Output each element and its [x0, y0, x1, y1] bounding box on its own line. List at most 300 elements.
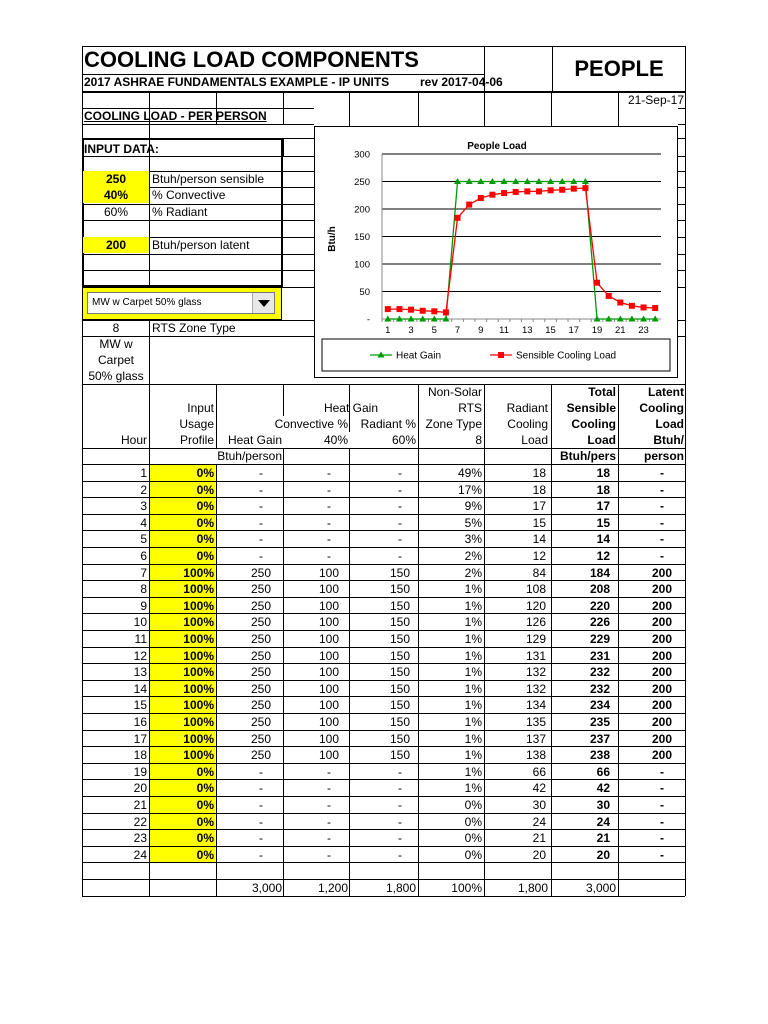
- table-cell-latent: 200: [651, 648, 673, 663]
- table-cell-total: 184: [589, 565, 610, 580]
- table-cell-radload: 18: [532, 466, 546, 480]
- table-cell-profile: 0%: [196, 499, 214, 514]
- cooling-load-point: [524, 188, 530, 194]
- table-cell-rad: 150: [389, 615, 411, 630]
- table-cell-total: 18: [596, 466, 610, 480]
- sensible-input-value: 250: [105, 172, 127, 186]
- col-header: Latent: [648, 385, 684, 399]
- table-cell-rts: 17%: [457, 482, 482, 497]
- revision-label: rev 2017-04-06: [420, 75, 503, 89]
- table-cell-profile: 100%: [183, 715, 214, 729]
- table-cell-latent: 200: [651, 565, 673, 580]
- total-heat-gain: 3,000: [251, 881, 282, 895]
- table-cell-rts: 49%: [457, 466, 482, 480]
- table-cell-hour: 16: [133, 715, 147, 729]
- latent-input-value: 200: [105, 238, 127, 252]
- col-header: Heat Gain: [227, 433, 282, 447]
- cooling-load-point: [571, 186, 577, 192]
- table-cell-rad: -: [398, 847, 402, 862]
- table-cell-profile: 0%: [196, 847, 214, 862]
- table-cell-rad: 150: [389, 748, 411, 763]
- table-cell-hg: -: [259, 781, 263, 796]
- table-cell-conv: 100: [318, 582, 340, 597]
- table-cell-rad: 150: [389, 565, 411, 580]
- table-cell-latent: 200: [651, 748, 673, 763]
- table-cell-radload: 132: [525, 665, 546, 680]
- table-cell-hg: 250: [250, 715, 272, 729]
- y-tick-label: 250: [354, 177, 370, 188]
- table-cell-conv: 100: [318, 665, 340, 680]
- table-cell-hg: 250: [250, 748, 272, 763]
- cooling-load-point: [443, 309, 449, 315]
- table-cell-profile: 100%: [183, 565, 214, 580]
- table-cell-latent: -: [660, 781, 664, 796]
- table-cell-rts: 2%: [464, 549, 482, 563]
- table-cell-conv: -: [327, 814, 331, 829]
- table-cell-hg: 250: [250, 565, 272, 580]
- cooling-load-point: [431, 308, 437, 314]
- table-cell-radload: 84: [532, 565, 546, 580]
- table-cell-conv: -: [327, 847, 331, 862]
- table-cell-latent: -: [660, 847, 664, 862]
- table-cell-hour: 6: [140, 549, 147, 563]
- table-cell-rad: 150: [389, 715, 411, 729]
- table-cell-radload: 120: [525, 598, 546, 613]
- col-header: Sensible: [566, 401, 616, 415]
- table-cell-conv: 100: [318, 748, 340, 763]
- cooling-load-point: [396, 306, 402, 312]
- y-tick-label: 100: [354, 259, 370, 271]
- cooling-load-point: [652, 305, 658, 311]
- col-header: Radiant %: [360, 417, 416, 431]
- table-cell-hg: -: [259, 814, 263, 829]
- table-cell-hg: -: [259, 482, 263, 497]
- table-cell-radload: 30: [532, 798, 546, 812]
- table-cell-latent: 200: [651, 582, 673, 597]
- table-cell-rts: 9%: [464, 499, 482, 514]
- table-cell-profile: 100%: [183, 632, 214, 646]
- table-cell-hour: 22: [133, 814, 147, 829]
- chart-title: People Load: [467, 141, 527, 152]
- table-cell-rad: 150: [389, 731, 411, 746]
- total-sensible-load: 3,000: [585, 881, 616, 895]
- table-cell-rts: 1%: [464, 582, 482, 597]
- table-cell-hg: 250: [250, 598, 272, 613]
- table-cell-latent: -: [660, 549, 664, 563]
- table-cell-radload: 17: [532, 499, 546, 514]
- zone-label: RTS Zone Type: [152, 321, 236, 335]
- x-tick-label: 15: [545, 325, 556, 336]
- table-cell-profile: 0%: [196, 781, 214, 796]
- table-cell-hg: -: [259, 466, 263, 480]
- table-cell-conv: -: [327, 532, 331, 547]
- table-cell-latent: -: [660, 482, 664, 497]
- table-cell-latent: -: [660, 814, 664, 829]
- table-cell-hour: 15: [133, 698, 147, 713]
- table-cell-total: 231: [589, 648, 610, 663]
- table-cell-latent: -: [660, 764, 664, 779]
- table-cell-total: 42: [596, 781, 610, 796]
- table-cell-latent: -: [660, 499, 664, 514]
- table-cell-total: 15: [596, 515, 610, 530]
- legend-marker: [498, 352, 504, 358]
- cooling-load-point: [629, 303, 635, 309]
- radiant-value: 60%: [103, 205, 129, 219]
- table-cell-radload: 12: [532, 549, 546, 563]
- cooling-load-point: [408, 307, 414, 313]
- latent-input-label: Btuh/person latent: [152, 238, 250, 252]
- table-cell-profile: 100%: [183, 698, 214, 713]
- y-axis-label: Btu/h: [327, 226, 338, 252]
- table-cell-hg: -: [259, 549, 263, 563]
- table-cell-rts: 0%: [464, 814, 482, 829]
- cooling-load-point: [536, 188, 542, 194]
- table-cell-rts: 2%: [464, 565, 482, 580]
- convective-input-label: % Convective: [152, 188, 226, 202]
- sensible-input-label: Btuh/person sensible: [152, 172, 265, 186]
- table-cell-rad: 150: [389, 598, 411, 613]
- cooling-load-point: [385, 306, 391, 312]
- table-cell-latent: 200: [651, 665, 673, 680]
- table-cell-conv: -: [327, 499, 331, 514]
- table-cell-rad: -: [398, 764, 402, 779]
- table-cell-conv: 100: [318, 565, 340, 580]
- table-cell-hour: 9: [140, 598, 147, 613]
- table-cell-radload: 14: [532, 532, 546, 547]
- table-cell-profile: 100%: [183, 598, 214, 613]
- col-header: Convective %: [274, 417, 348, 431]
- x-tick-label: 9: [478, 325, 484, 336]
- table-cell-total: 20: [596, 847, 610, 862]
- y-tick-label: 300: [354, 149, 370, 161]
- cooling-load-point: [489, 192, 495, 198]
- table-cell-radload: 20: [532, 847, 546, 862]
- table-cell-radload: 42: [532, 781, 546, 796]
- zone-type-dropdown-value: MW w Carpet 50% glass: [92, 297, 202, 308]
- table-cell-hour: 24: [133, 847, 147, 862]
- col-header: Load: [655, 417, 684, 431]
- table-cell-profile: 0%: [196, 515, 214, 530]
- col-header: 8: [475, 433, 482, 447]
- table-cell-hg: 250: [250, 582, 272, 597]
- table-cell-profile: 0%: [196, 482, 214, 497]
- table-cell-profile: 100%: [183, 582, 214, 597]
- grid-line: [82, 896, 685, 897]
- radiant-label: % Radiant: [152, 205, 208, 219]
- x-tick-label: 21: [615, 325, 626, 336]
- table-cell-conv: 100: [318, 615, 340, 630]
- col-header: Non-Solar: [427, 385, 482, 399]
- col-header: Radiant: [506, 401, 548, 415]
- table-cell-conv: 100: [318, 731, 340, 746]
- cooling-load-point: [455, 215, 461, 221]
- table-cell-conv: -: [327, 466, 331, 480]
- col-header: Cooling: [639, 401, 684, 415]
- table-cell-profile: 0%: [196, 831, 214, 846]
- table-cell-total: 66: [596, 764, 610, 779]
- table-cell-conv: -: [327, 549, 331, 563]
- table-cell-hour: 3: [140, 499, 147, 514]
- chevron-down-icon: [258, 300, 270, 307]
- table-cell-rts: 0%: [464, 831, 482, 846]
- x-tick-label: 17: [568, 325, 580, 336]
- table-cell-hour: 23: [133, 831, 147, 846]
- table-cell-latent: 200: [651, 615, 673, 630]
- col-header: Cooling: [507, 417, 548, 431]
- table-cell-profile: 0%: [196, 764, 214, 779]
- table-cell-profile: 0%: [196, 532, 214, 547]
- y-tick-label: 50: [359, 287, 370, 298]
- table-cell-profile: 100%: [183, 681, 214, 696]
- table-cell-rts: 1%: [464, 748, 482, 763]
- cooling-load-point: [617, 300, 623, 306]
- table-cell-rad: -: [398, 482, 402, 497]
- table-cell-hour: 12: [133, 648, 147, 663]
- table-cell-rts: 1%: [464, 764, 482, 779]
- table-cell-total: 232: [589, 665, 610, 680]
- table-cell-rts: 5%: [464, 515, 482, 530]
- table-cell-conv: -: [327, 798, 331, 812]
- table-cell-rts: 1%: [464, 615, 482, 630]
- table-cell-total: 234: [589, 698, 610, 713]
- table-cell-rad: 150: [389, 665, 411, 680]
- table-cell-radload: 137: [525, 731, 546, 746]
- grid-line: [149, 320, 150, 384]
- zone-description-line: Carpet: [97, 353, 135, 367]
- input-data-label: INPUT DATA:: [84, 142, 159, 156]
- table-cell-hg: -: [259, 798, 263, 812]
- total-rts: 100%: [451, 881, 482, 895]
- cooling-load-point: [501, 190, 507, 196]
- table-cell-profile: 100%: [183, 748, 214, 763]
- chart-svg: [315, 127, 677, 377]
- table-cell-rad: 150: [389, 582, 411, 597]
- table-cell-hour: 8: [140, 582, 147, 597]
- table-cell-conv: 100: [318, 598, 340, 613]
- table-cell-hg: 250: [250, 632, 272, 646]
- table-cell-conv: -: [327, 831, 331, 846]
- table-cell-hour: 14: [133, 681, 147, 696]
- table-cell-rad: -: [398, 798, 402, 812]
- col-header: Cooling: [571, 417, 616, 431]
- grid-line: [484, 92, 485, 126]
- table-cell-hour: 1: [140, 466, 147, 480]
- table-cell-profile: 0%: [196, 798, 214, 812]
- table-cell-total: 208: [589, 582, 610, 597]
- series-line-cooling-load: [388, 188, 655, 312]
- legend-label: Heat Gain: [396, 350, 442, 362]
- table-cell-rts: 1%: [464, 681, 482, 696]
- table-cell-rad: -: [398, 532, 402, 547]
- x-tick-label: 13: [522, 325, 533, 336]
- table-cell-rts: 0%: [464, 847, 482, 862]
- table-cell-rad: -: [398, 549, 402, 563]
- grid-line: [349, 92, 350, 126]
- x-tick-label: 3: [408, 325, 414, 336]
- cooling-load-point: [466, 202, 472, 208]
- table-cell-hg: 250: [250, 615, 272, 630]
- x-tick-label: 5: [431, 325, 437, 336]
- cooling-load-point: [478, 195, 484, 201]
- table-cell-total: 238: [589, 748, 610, 763]
- table-cell-profile: 100%: [183, 665, 214, 680]
- col-header: Btuh/person: [217, 449, 282, 463]
- col-header: Load: [587, 433, 616, 447]
- table-cell-total: 24: [596, 814, 610, 829]
- table-cell-rts: 3%: [464, 532, 482, 547]
- table-cell-hg: -: [259, 764, 263, 779]
- table-cell-rts: 1%: [464, 698, 482, 713]
- grid-line: [418, 92, 419, 126]
- col-header: Btuh/: [653, 433, 684, 447]
- table-cell-radload: 18: [532, 482, 546, 497]
- x-tick-label: 23: [638, 325, 649, 336]
- table-cell-rts: 1%: [464, 632, 482, 646]
- col-header: Heat Gain: [323, 401, 378, 415]
- chart-legend: [322, 339, 670, 371]
- x-tick-label: 7: [454, 325, 461, 336]
- table-cell-total: 17: [596, 499, 610, 514]
- table-cell-total: 21: [596, 831, 610, 846]
- table-cell-radload: 15: [532, 515, 546, 530]
- section-title: PEOPLE: [574, 56, 664, 81]
- table-cell-hour: 20: [133, 781, 147, 796]
- table-cell-conv: -: [327, 482, 331, 497]
- table-cell-profile: 0%: [196, 814, 214, 829]
- table-cell-radload: 126: [525, 615, 546, 630]
- table-cell-hg: -: [259, 515, 263, 530]
- table-cell-profile: 100%: [183, 615, 214, 630]
- table-cell-rad: -: [398, 499, 402, 514]
- table-cell-latent: 200: [651, 681, 673, 696]
- table-cell-hour: 4: [140, 515, 147, 530]
- table-cell-total: 14: [596, 532, 610, 547]
- table-cell-conv: -: [327, 781, 331, 796]
- cooling-load-point: [559, 187, 565, 193]
- total-radiant-load: 1,800: [517, 881, 548, 895]
- table-cell-conv: 100: [318, 632, 340, 646]
- table-cell-latent: 200: [651, 598, 673, 613]
- table-cell-total: 30: [596, 798, 610, 812]
- cooling-load-point: [641, 304, 647, 310]
- table-cell-latent: -: [660, 466, 664, 480]
- date-cell: 21-Sep-17: [627, 93, 684, 107]
- zone-type-dropdown[interactable]: [87, 292, 275, 314]
- table-cell-radload: 134: [525, 698, 546, 713]
- table-cell-total: 12: [596, 549, 610, 563]
- table-cell-hour: 10: [133, 615, 147, 630]
- table-cell-latent: 200: [651, 698, 673, 713]
- grid-line: [82, 124, 314, 125]
- cooling-load-point: [548, 187, 554, 193]
- grid-line: [283, 138, 284, 156]
- table-cell-radload: 21: [532, 831, 546, 846]
- table-cell-hg: 250: [250, 731, 272, 746]
- table-cell-radload: 108: [525, 582, 546, 597]
- grid-line: [685, 92, 686, 384]
- col-header: person: [643, 449, 684, 463]
- table-cell-total: 235: [589, 715, 610, 729]
- table-cell-hg: 250: [250, 665, 272, 680]
- table-cell-rad: -: [398, 466, 402, 480]
- table-cell-latent: 200: [651, 715, 673, 729]
- people-load-chart: [314, 126, 678, 378]
- table-cell-hour: 21: [133, 798, 147, 812]
- table-cell-latent: -: [660, 515, 664, 530]
- page-subtitle: 2017 ASHRAE FUNDAMENTALS EXAMPLE - IP UNITS: [84, 75, 390, 89]
- table-cell-hg: -: [259, 847, 263, 862]
- table-cell-rts: 1%: [464, 731, 482, 746]
- table-cell-total: 229: [589, 632, 610, 646]
- col-header: Usage: [179, 417, 214, 431]
- table-cell-hg: 250: [250, 648, 272, 663]
- x-tick-label: 19: [591, 325, 603, 336]
- col-header: Btuh/pers: [559, 449, 616, 463]
- dropdown-button[interactable]: [252, 293, 274, 313]
- table-cell-hour: 2: [140, 482, 147, 497]
- table-cell-latent: 200: [651, 632, 673, 646]
- x-tick-label: 11: [499, 325, 509, 336]
- table-cell-hour: 7: [140, 565, 147, 580]
- table-cell-rad: -: [398, 831, 402, 846]
- table-cell-latent: -: [660, 831, 664, 846]
- col-header: Load: [521, 433, 548, 447]
- y-tick-label: 150: [354, 232, 370, 243]
- table-cell-hour: 11: [134, 632, 147, 646]
- x-tick-label: 1: [385, 325, 391, 336]
- table-cell-latent: -: [660, 798, 664, 812]
- zone-number: 8: [112, 321, 120, 335]
- grid-line: [283, 92, 284, 124]
- y-tick-label: -: [366, 314, 370, 326]
- zone-description-line: MW w: [99, 337, 133, 351]
- chart-series: [384, 178, 658, 322]
- table-cell-rts: 1%: [464, 781, 482, 796]
- col-header: Hour: [120, 433, 147, 447]
- table-cell-radload: 138: [525, 748, 546, 763]
- cooling-load-point: [606, 293, 612, 299]
- table-cell-rad: 150: [389, 648, 411, 663]
- table-cell-radload: 66: [532, 764, 546, 779]
- table-cell-rad: 150: [389, 632, 411, 646]
- table-cell-rad: 150: [389, 681, 411, 696]
- table-cell-profile: 0%: [196, 466, 214, 480]
- y-tick-label: 200: [354, 204, 370, 216]
- table-cell-conv: -: [327, 515, 331, 530]
- table-cell-total: 237: [589, 731, 610, 746]
- table-cell-conv: -: [327, 764, 331, 779]
- col-header: 40%: [323, 433, 348, 447]
- col-header: RTS: [458, 401, 482, 415]
- table-cell-conv: 100: [318, 681, 340, 696]
- table-cell-hour: 5: [140, 532, 147, 547]
- col-header: Profile: [179, 433, 214, 447]
- table-cell-radload: 129: [525, 632, 546, 646]
- col-header: 60%: [391, 433, 416, 447]
- convective-input-value: 40%: [103, 188, 129, 202]
- table-cell-total: 18: [596, 482, 610, 497]
- grid-line: [82, 92, 686, 93]
- table-cell-total: 220: [589, 598, 610, 613]
- table-cell-rad: -: [398, 814, 402, 829]
- table-cell-hg: -: [259, 499, 263, 514]
- table-cell-rts: 1%: [464, 665, 482, 680]
- table-cell-hg: -: [259, 831, 263, 846]
- table-cell-rts: 0%: [464, 798, 482, 812]
- grid-line: [551, 92, 552, 126]
- table-cell-hour: 18: [133, 748, 147, 763]
- legend-label: Sensible Cooling Load: [516, 350, 617, 362]
